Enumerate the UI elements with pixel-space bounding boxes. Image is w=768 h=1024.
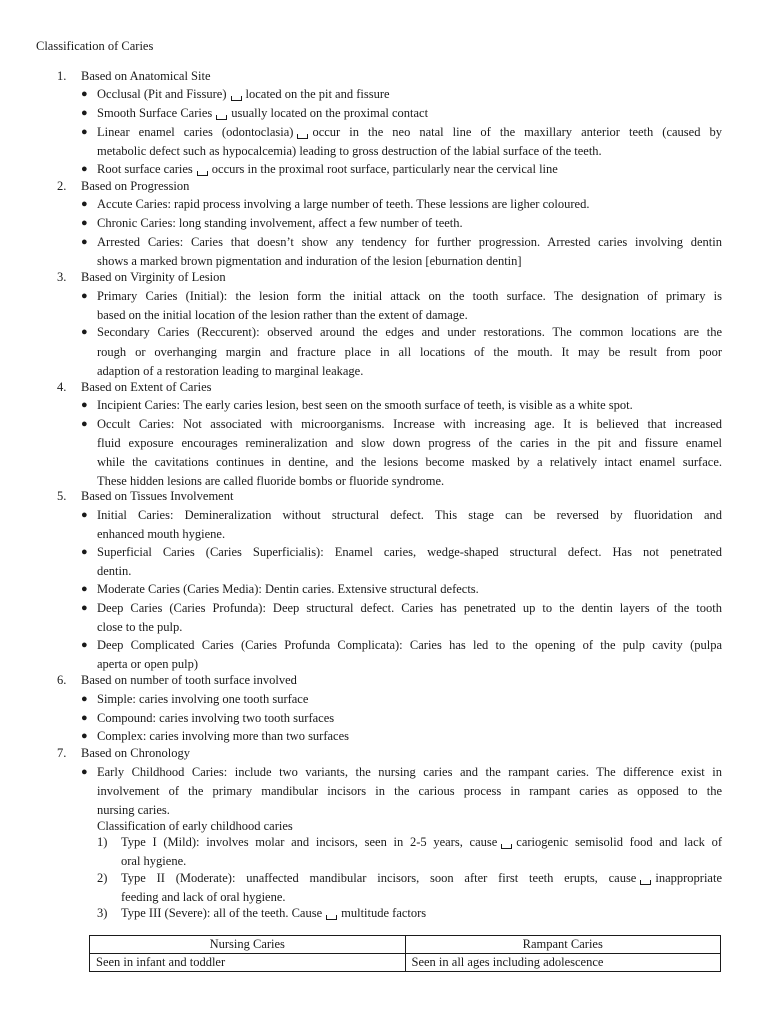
- list-item-continuation: rough or overhanging margin and fracture place in all locations of the mouth. It may be result from poor: [97, 345, 722, 359]
- numbered-item: Type III (Severe): all of the teeth. Cause multitude factors: [121, 906, 427, 920]
- list-item-continuation: based on the initial location of the lesion rather than the extent of damage.: [97, 308, 468, 322]
- section-heading: Based on Anatomical Site: [81, 69, 211, 83]
- numbered-item-continuation: feeding and lack of oral hygiene.: [121, 890, 286, 904]
- list-item: Occult Caries: Not associated with microorganisms. Increase with increasing age. It is believed that increased: [97, 417, 722, 431]
- bullet-icon: ●: [81, 163, 88, 175]
- bullet-icon: ●: [81, 639, 88, 651]
- list-item-continuation: aperta or open pulp): [97, 657, 199, 671]
- list-item: Superficial Caries (Caries Superficialis): Enamel caries, wedge-shaped structural defect. Has not penetrated: [97, 545, 722, 559]
- comparison-table: [89, 935, 721, 972]
- section-heading: Based on Chronology: [81, 746, 191, 760]
- bullet-icon: ●: [81, 712, 88, 724]
- arrow-icon: [231, 96, 242, 101]
- list-item: Linear enamel caries (odontoclasia) occur in the neo natal line of the maxillary anterior teeth (caused by: [97, 125, 722, 139]
- list-item-continuation: involvement of the primary mandibular incisors in the carious process in rampant caries as opposed to the: [97, 784, 722, 798]
- bullet-icon: ●: [81, 236, 88, 248]
- section-heading: Based on number of tooth surface involved: [81, 673, 297, 687]
- section-number: 7.: [57, 746, 67, 760]
- list-item-continuation: These hidden lesions are called fluoride bombs or fluoride syndrome.: [97, 474, 445, 488]
- list-item-continuation: enhanced mouth hygiene.: [97, 527, 226, 541]
- list-item: Occlusal (Pit and Fissure) located on the pit and fissure: [97, 87, 390, 101]
- bullet-icon: ●: [81, 399, 88, 411]
- arrow-icon: [640, 880, 651, 885]
- bullet-icon: ●: [81, 730, 88, 742]
- section-number: 6.: [57, 673, 67, 687]
- bullet-icon: ●: [81, 693, 88, 705]
- table-header-nursing: Nursing Caries: [90, 936, 406, 954]
- list-item-continuation: adaption of a restoration leading to marginal leakage.: [97, 364, 364, 378]
- bullet-icon: ●: [81, 418, 88, 430]
- list-item-continuation: close to the pulp.: [97, 620, 183, 634]
- subsection-heading: Classification of early childhood caries: [97, 819, 293, 833]
- section-heading: Based on Progression: [81, 179, 190, 193]
- bullet-icon: ●: [81, 509, 88, 521]
- list-item: Moderate Caries (Caries Media): Dentin caries. Extensive structural defects.: [97, 582, 479, 596]
- bullet-icon: ●: [81, 88, 88, 100]
- list-item: Early Childhood Caries: include two variants, the nursing caries and the rampant caries. The difference exist in: [97, 765, 722, 779]
- list-item: Secondary Caries (Reccurent): observed around the edges and under restorations. The common locations are the: [97, 325, 722, 339]
- list-item: Accute Caries: rapid process involving a large number of teeth. These lessions are ligher coloured.: [97, 197, 590, 211]
- arrow-icon: [216, 115, 227, 120]
- list-item: Smooth Surface Caries usually located on the proximal contact: [97, 106, 429, 120]
- section-number: 2.: [57, 179, 67, 193]
- bullet-icon: ●: [81, 198, 88, 210]
- table-row: [90, 954, 721, 972]
- section-number: 5.: [57, 489, 67, 503]
- arrow-icon: [197, 171, 208, 176]
- bullet-icon: ●: [81, 126, 88, 138]
- list-item: Deep Complicated Caries (Caries Profunda Complicata): Caries has led to the opening of the pulp cavity (pulpa: [97, 638, 722, 652]
- numbered-item: Type I (Mild): involves molar and incisors, seen in 2-5 years, cause cariogenic semisolid food and lack of: [121, 835, 722, 849]
- bullet-icon: ●: [81, 546, 88, 558]
- list-item-continuation: while the cavitations continues in dentine, and the lesions become masked by a relatively intact enamel surface.: [97, 455, 722, 469]
- bullet-icon: ●: [81, 107, 88, 119]
- bullet-icon: ●: [81, 326, 88, 338]
- bullet-icon: ●: [81, 766, 88, 778]
- page-title: Classification of Caries: [36, 39, 154, 53]
- list-item-continuation: fluid exposure encourages remineralization and slow down progress of the caries in the pit and fissure enamel: [97, 436, 722, 450]
- list-item: Complex: caries involving more than two surfaces: [97, 729, 350, 743]
- section-heading: Based on Tissues Involvement: [81, 489, 234, 503]
- numbered-item-continuation: oral hygiene.: [121, 854, 187, 868]
- table-cell: Seen in all ages including adolescence: [405, 954, 721, 972]
- section-number: 1.: [57, 69, 67, 83]
- section-number: 3.: [57, 270, 67, 284]
- list-item-continuation: metabolic defect such as hypocalcemia) leading to gross destruction of the labial surface of the teeth.: [97, 144, 602, 158]
- list-item: Arrested Caries: Caries that doesn’t show any tendency for further progression. Arrested caries involving dentin: [97, 235, 722, 249]
- section-heading: Based on Extent of Caries: [81, 380, 212, 394]
- bullet-icon: ●: [81, 583, 88, 595]
- arrow-icon: [297, 134, 308, 139]
- list-item-continuation: shows a marked brown pigmentation and induration of the lesion [eburnation dentin]: [97, 254, 522, 268]
- list-item: Root surface caries occurs in the proximal root surface, particularly near the cervical line: [97, 162, 558, 176]
- table-header-rampant: Rampant Caries: [405, 936, 721, 954]
- arrow-icon: [501, 844, 512, 849]
- bullet-icon: ●: [81, 217, 88, 229]
- list-item: Incipient Caries: The early caries lesion, best seen on the smooth surface of teeth, is visible as a white spot.: [97, 398, 633, 412]
- bullet-icon: ●: [81, 290, 88, 302]
- numbered-item-number: 1): [97, 835, 108, 849]
- numbered-item: Type II (Moderate): unaffected mandibular incisors, soon after first teeth erupts, cause inappropriate: [121, 871, 722, 885]
- list-item-continuation: dentin.: [97, 564, 132, 578]
- list-item: Deep Caries (Caries Profunda): Deep structural defect. Caries has penetrated up to the dentin layers of the tooth: [97, 601, 722, 615]
- list-item: Chronic Caries: long standing involvement, affect a few number of teeth.: [97, 216, 463, 230]
- list-item: Simple: caries involving one tooth surface: [97, 692, 309, 706]
- list-item: Compound: caries involving two tooth surfaces: [97, 711, 335, 725]
- list-item: Primary Caries (Initial): the lesion form the initial attack on the tooth surface. The designation of primary is: [97, 289, 722, 303]
- list-item-continuation: nursing caries.: [97, 803, 170, 817]
- table-cell: Seen in infant and toddler: [90, 954, 406, 972]
- list-item: Initial Caries: Demineralization without structural defect. This stage can be reversed by fluoridation and: [97, 508, 722, 522]
- arrow-icon: [326, 915, 337, 920]
- numbered-item-number: 2): [97, 871, 108, 885]
- section-number: 4.: [57, 380, 67, 394]
- bullet-icon: ●: [81, 602, 88, 614]
- section-heading: Based on Virginity of Lesion: [81, 270, 226, 284]
- numbered-item-number: 3): [97, 906, 108, 920]
- table-header-row: [90, 936, 721, 954]
